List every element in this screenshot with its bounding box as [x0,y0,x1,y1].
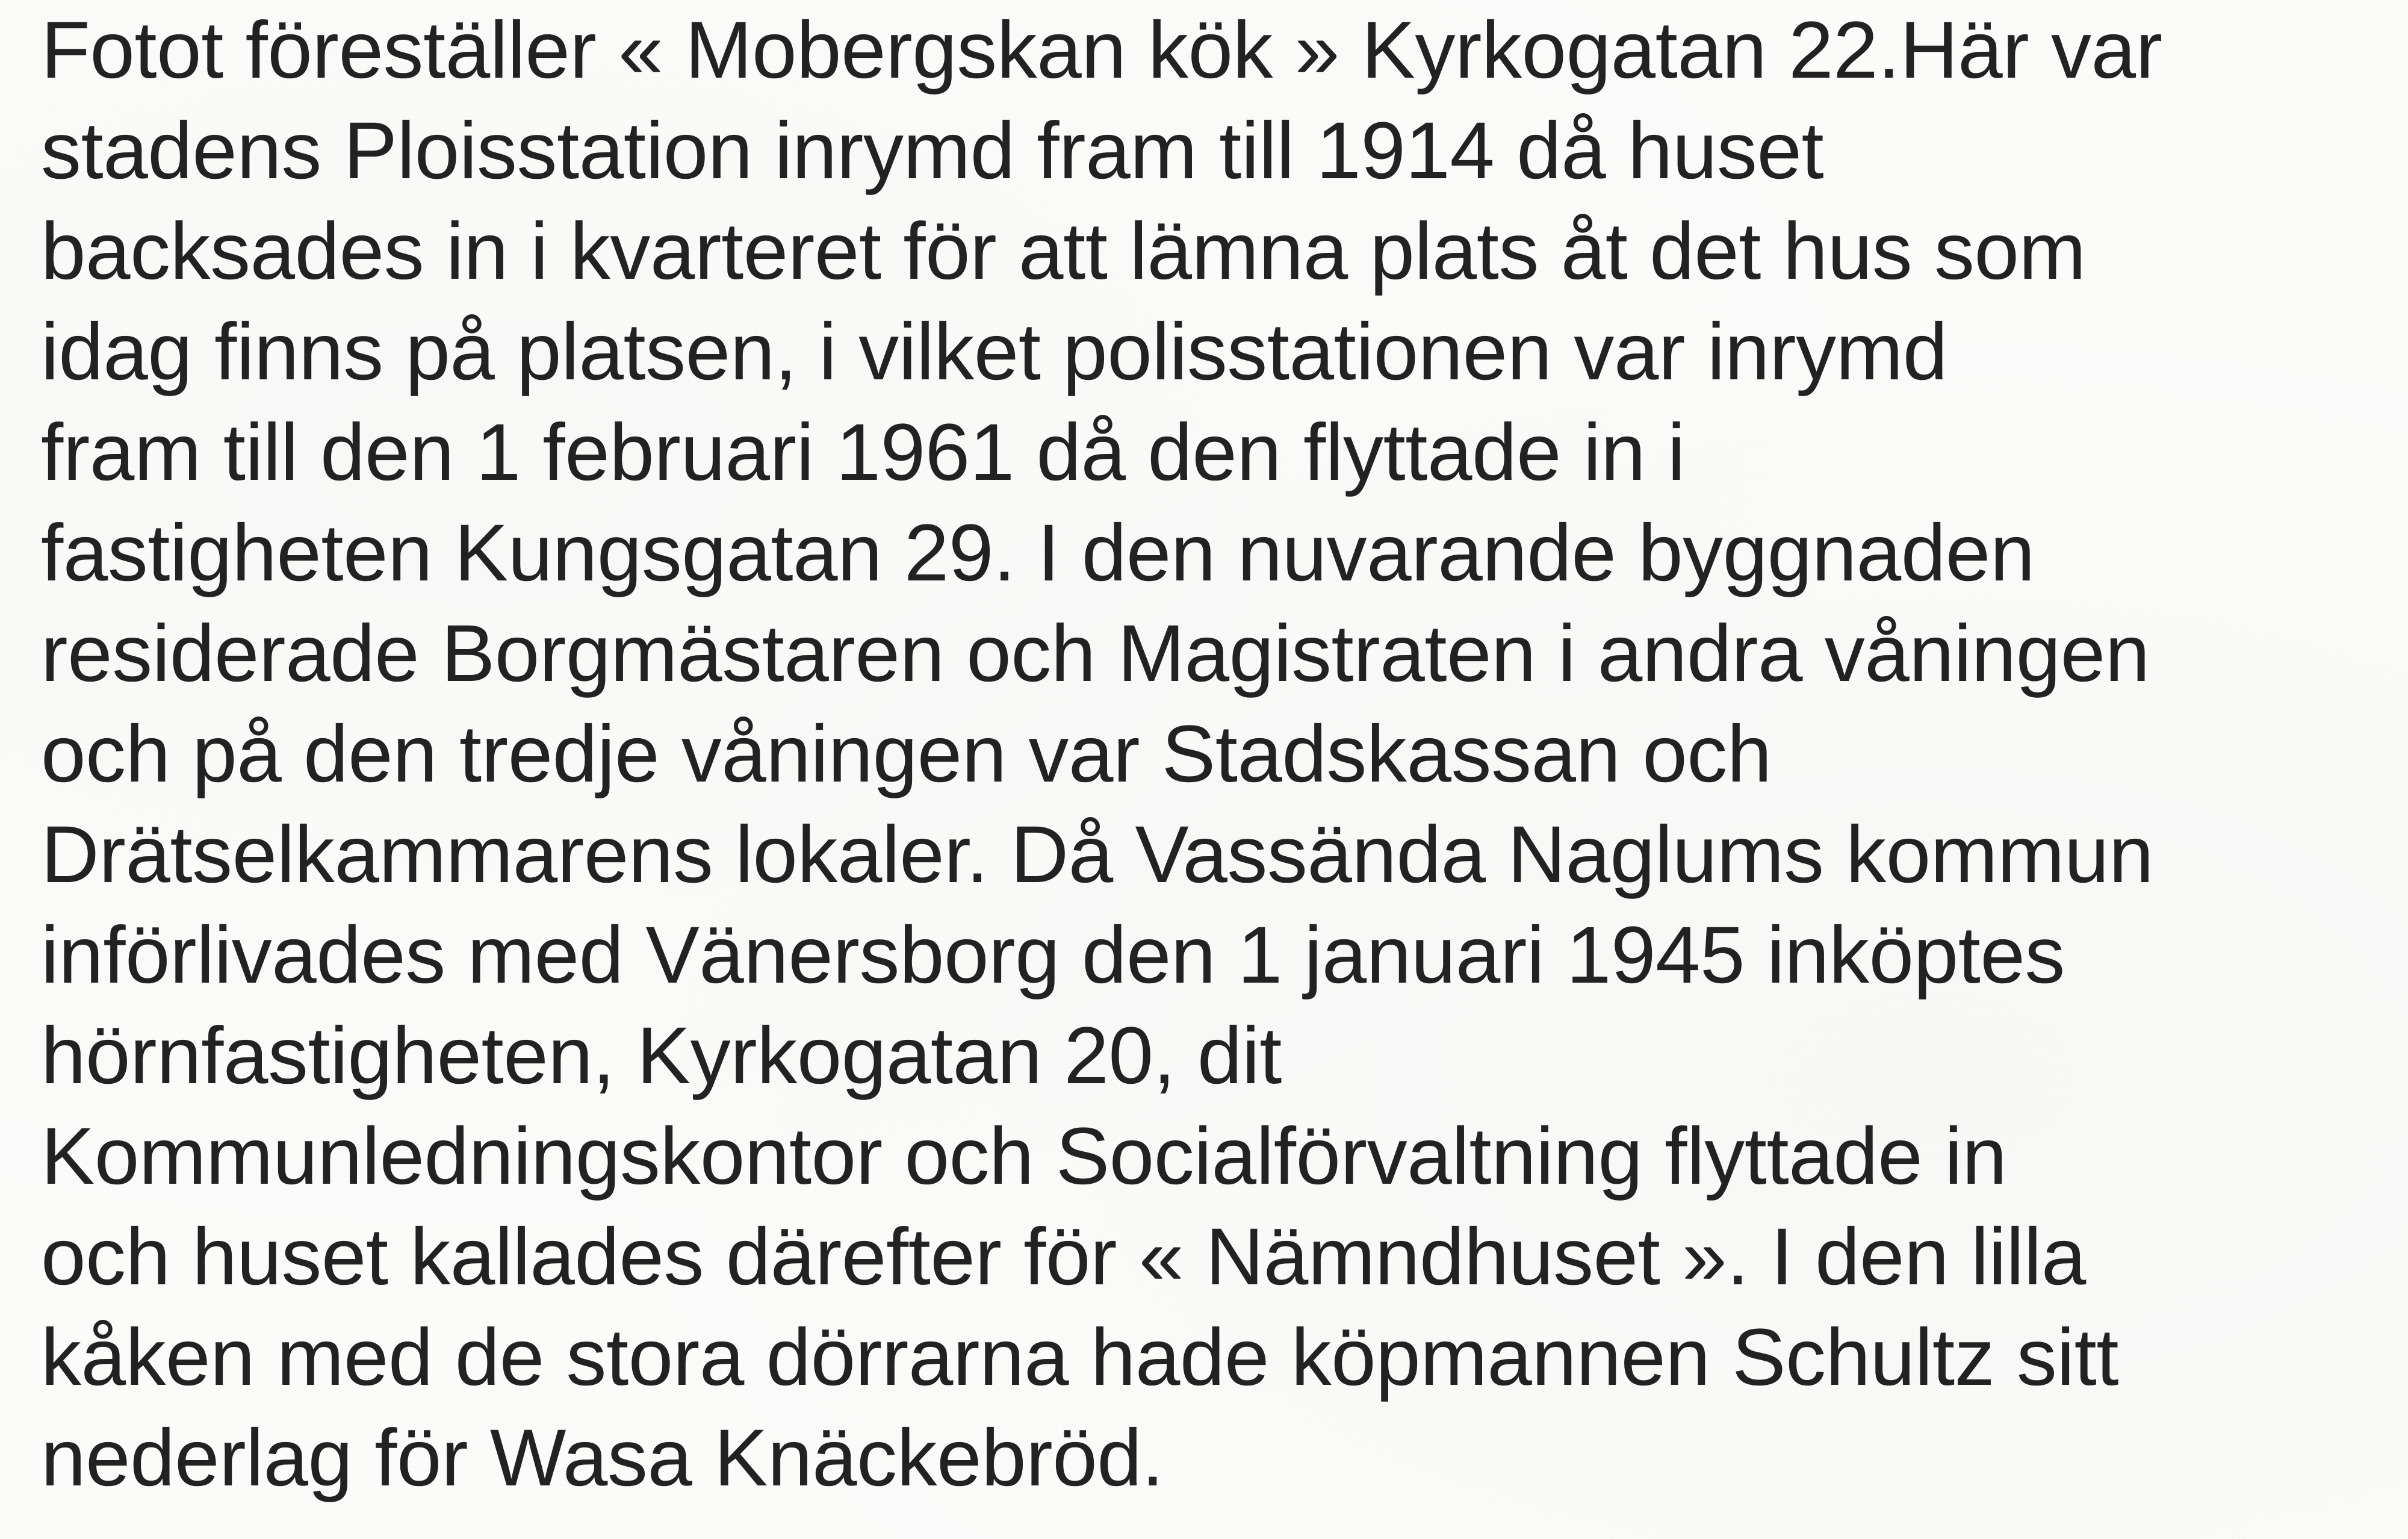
text-line: stadens Ploisstation inrymd fram till 1914 då huset [41,106,1824,196]
text-line: kåken med de stora dörrarna hade köpmannen Schultz sitt [41,1313,2119,1402]
text-line: och huset kallades därefter för « Nämndhuset ». I den lilla [41,1212,2086,1302]
body-text [41,0,2395,1508]
text-line: idag finns på platsen, i vilket polisstationen var inrymd [41,307,1947,397]
text-line: backsades in i kvarteret för att lämna plats åt det hus som [41,207,2086,296]
text-line: Fotot föreställer « Mobergskan kök » Kyrkogatan 22.Här var [41,5,2162,95]
text-line: fram till den 1 februari 1961 då den flyttade in i [41,408,1686,497]
text-line: och på den tredje våningen var Stadskassan och [41,709,1772,799]
text-line: fastigheten Kungsgatan 29. I den nuvarande byggnaden [41,508,2035,598]
text-line: residerade Borgmästaren och Magistraten i andra våningen [41,609,2150,698]
text-line: hörnfastigheten, Kyrkogatan 20, dit [41,1011,1282,1101]
text-line: nederlag för Wasa Knäckebröd. [41,1413,1164,1503]
text-line: införlivades med Vänersborg den 1 januari 1945 inköptes [41,910,2065,1000]
text-line: Drätselkammarens lokaler. Då Vassända Naglums kommun [41,810,2154,900]
text-line: Kommunledningskontor och Socialförvaltning flyttade in [41,1112,2007,1201]
